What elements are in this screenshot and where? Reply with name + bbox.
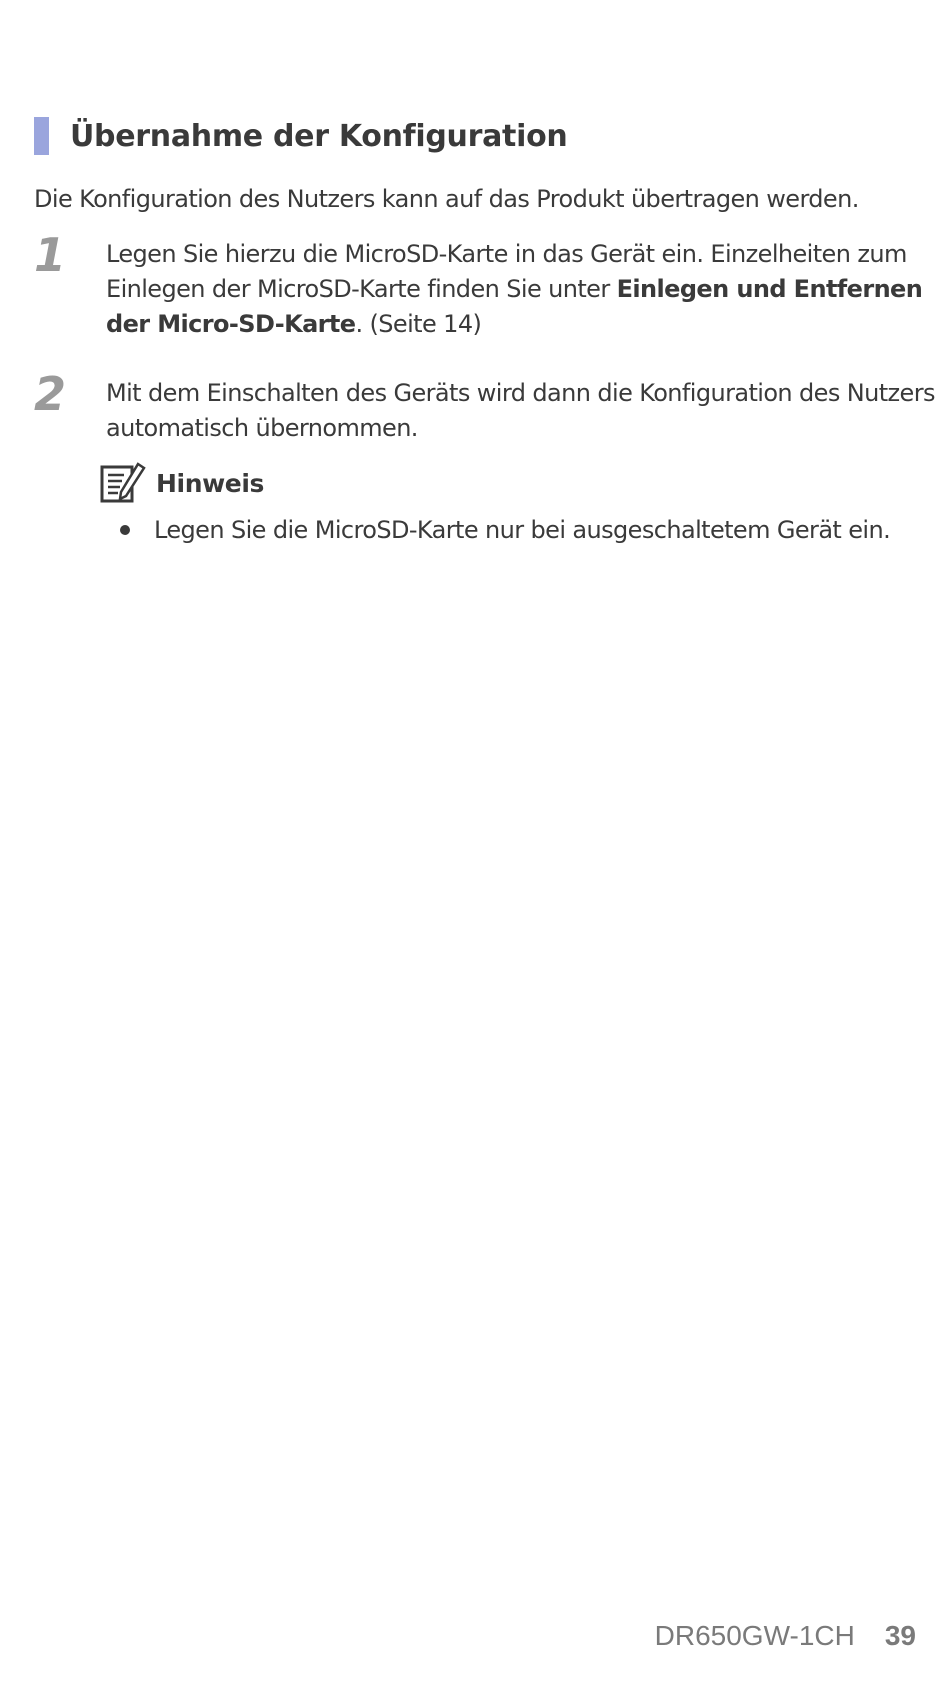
footer-page-number: 39 <box>884 1620 916 1651</box>
step-1-text <box>106 237 923 342</box>
intro-paragraph: Die Konfiguration des Nutzers kann auf das Produkt übertragen werden. <box>34 185 859 213</box>
note-item-text: Legen Sie die MicroSD-Karte nur bei ausgeschaltetem Gerät ein. <box>154 516 891 544</box>
section-heading <box>34 117 567 155</box>
step-1-reference-link-part-2: der Micro-SD-Karte <box>106 310 356 338</box>
section-title: Übernahme der Konfiguration <box>70 118 568 154</box>
heading-accent-bar <box>34 117 49 155</box>
bullet-icon <box>120 525 130 535</box>
step-1-page-reference: . (Seite 14) <box>355 310 482 338</box>
footer-model-name: DR650GW-1CH <box>654 1620 855 1651</box>
step-number-2: 2 <box>34 367 67 421</box>
step-2-line-2: automatisch übernommen. <box>106 414 418 442</box>
step-number-1: 1 <box>34 228 67 282</box>
step-1-line-1: Legen Sie hierzu die MicroSD-Karte in das Gerät ein. Einzelheiten zum <box>106 240 907 268</box>
step-2-text <box>106 376 935 446</box>
note-title: Hinweis <box>156 468 264 498</box>
step-2-line-1: Mit dem Einschalten des Geräts wird dann die Konfiguration des Nutzers <box>106 379 935 407</box>
note-list-item <box>120 516 890 544</box>
note-pencil-icon <box>100 462 146 504</box>
step-1-reference-link-part-1: Einlegen und Entfernen <box>616 275 923 303</box>
note-header <box>100 462 264 504</box>
step-1-line-2 <box>106 272 923 307</box>
step-1-line-2-plain: Einlegen der MicroSD-Karte finden Sie unter <box>106 275 617 303</box>
page-footer <box>655 1620 916 1652</box>
step-1-line-3 <box>106 307 914 342</box>
